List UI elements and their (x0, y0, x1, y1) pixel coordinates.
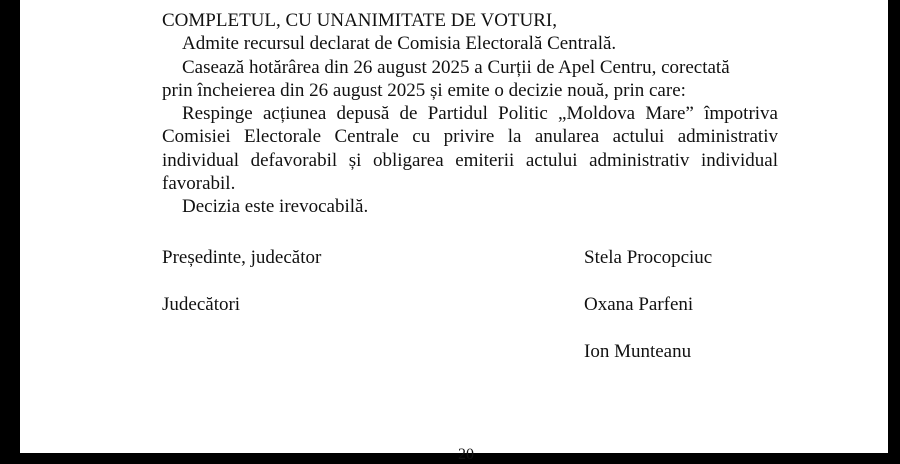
judges-title: Judecători (162, 294, 241, 315)
paragraph-irevocabila: Decizia este irevocabilă. (182, 196, 369, 218)
paragraph-respinge: Respinge acțiunea depusă de Partidul Politic „Moldova Mare” împotriva Comisiei Electorale Centrale cu privire la anularea actului administrativ individual defavorabil și obligarea emiterii actului administrativ individual favorabil. (162, 103, 778, 195)
paragraph-admit: Admite recursul declarat de Comisia Electorală Centrală. (182, 33, 617, 55)
paragraph-caseaza-line1: Casează hotărârea din 26 august 2025 a Curții de Apel Centru, corectată (182, 56, 730, 78)
president-title: Președinte, judecător (162, 247, 322, 268)
judge-name-2: Ion Munteanu (584, 341, 692, 362)
judge-name-1: Oxana Parfeni (584, 294, 694, 315)
document-body (162, 9, 778, 219)
decision-heading: COMPLETUL, CU UNANIMITATE DE VOTURI, (162, 10, 557, 31)
president-name: Stela Procopciuc (584, 247, 713, 268)
page-number: 20 (458, 446, 474, 463)
document-page (20, 0, 888, 463)
paragraph-caseaza-line2: prin încheierea din 26 august 2025 și emite o decizie nouă, prin care: (162, 79, 686, 101)
